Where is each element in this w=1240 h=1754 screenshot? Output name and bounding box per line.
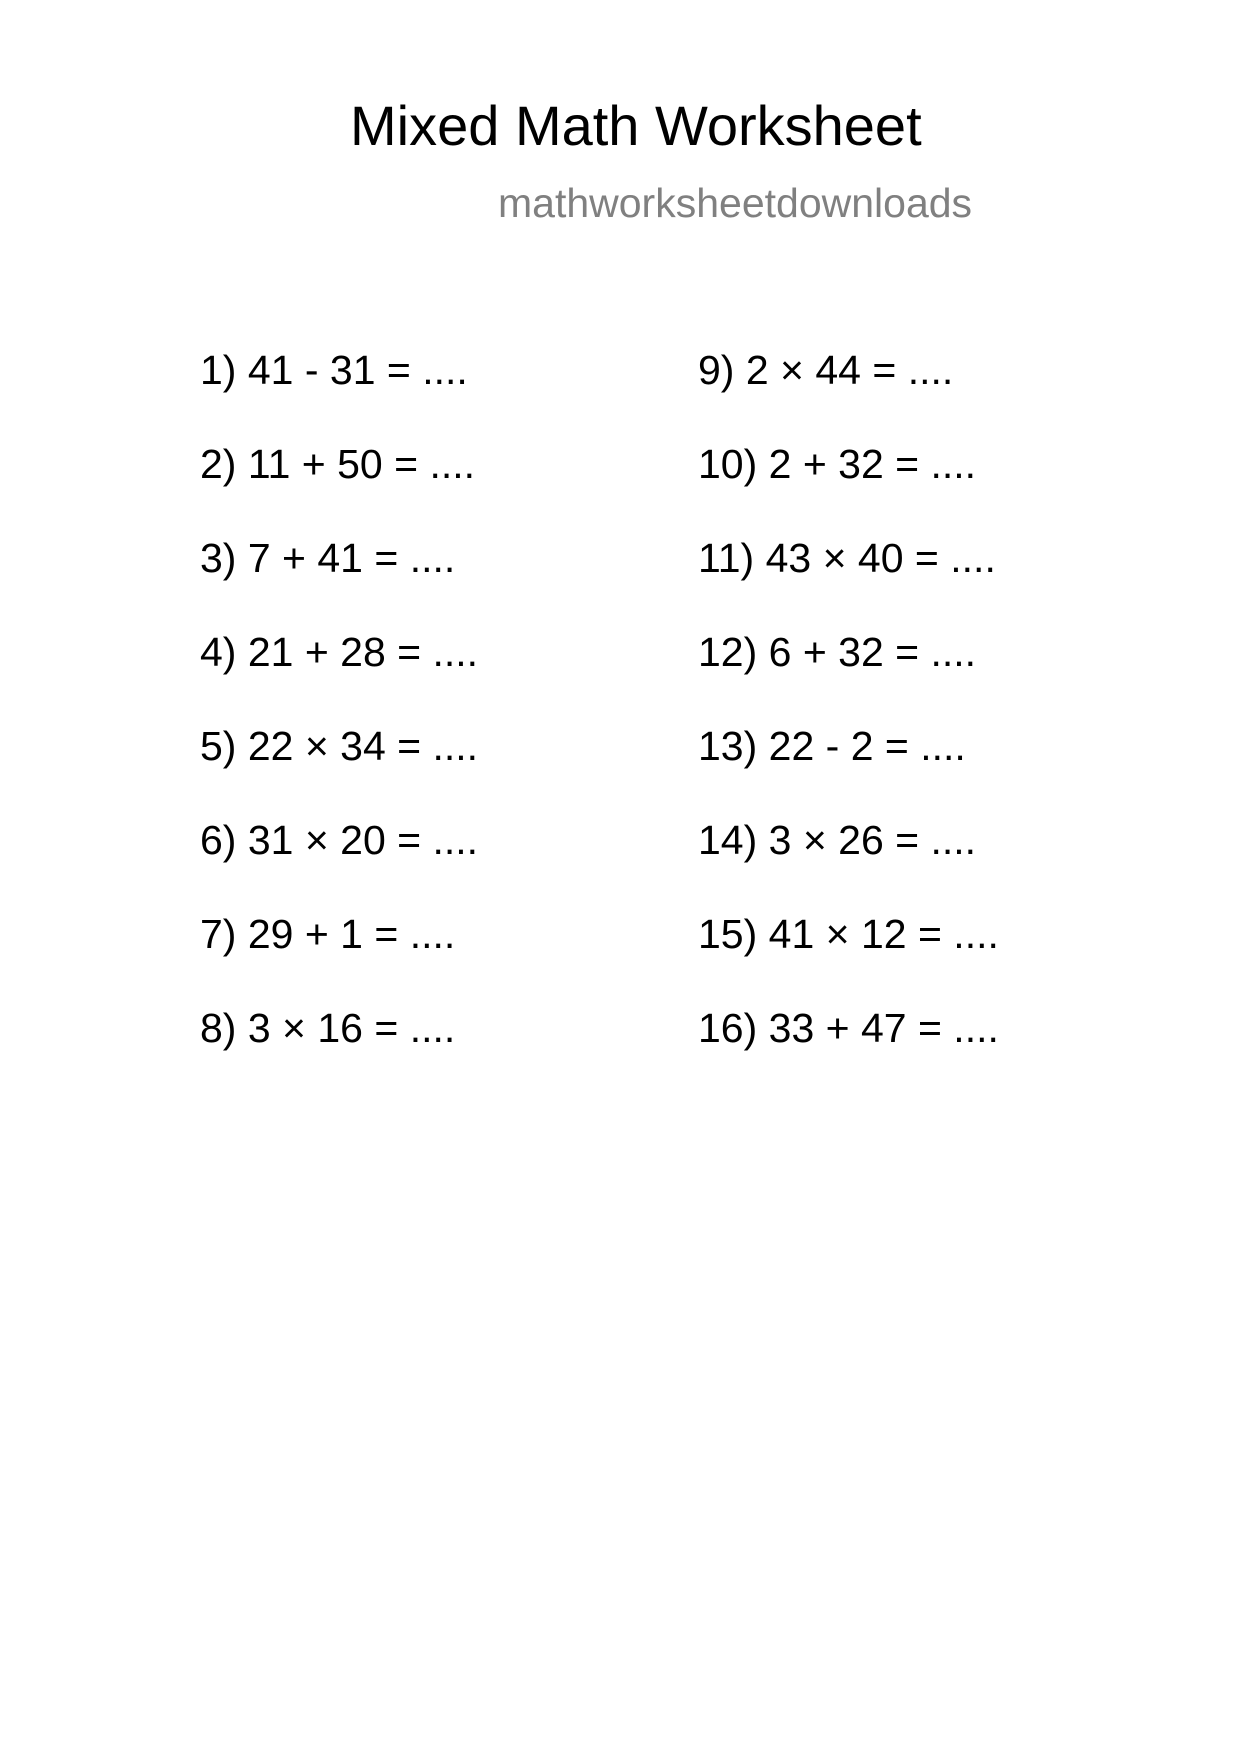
- problem-item: 3) 7 + 41 = ....: [200, 535, 456, 581]
- problem-item: 8) 3 × 16 = ....: [200, 1005, 456, 1051]
- problem-item: 9) 2 × 44 = ....: [698, 347, 954, 393]
- site-name: mathworksheetdownloads: [498, 180, 973, 226]
- problem-item: 10) 2 + 32 = ....: [698, 441, 977, 487]
- problem-item: 16) 33 + 47 = ....: [698, 1005, 999, 1051]
- problem-item: 11) 43 × 40 = ....: [698, 535, 996, 581]
- problem-item: 15) 41 × 12 = ....: [698, 911, 999, 957]
- problem-item: 4) 21 + 28 = ....: [200, 629, 479, 675]
- problem-item: 14) 3 × 26 = ....: [698, 817, 977, 863]
- problem-item: 2) 11 + 50 = ....: [200, 441, 476, 487]
- problem-item: 7) 29 + 1 = ....: [200, 911, 456, 957]
- problem-list-left: [200, 347, 479, 1102]
- problem-item: 12) 6 + 32 = ....: [698, 629, 977, 675]
- problem-item: 5) 22 × 34 = ....: [200, 723, 479, 769]
- problem-item: 6) 31 × 20 = ....: [200, 817, 479, 863]
- problem-list-right: [698, 347, 999, 1102]
- problem-item: 1) 41 - 31 = ....: [200, 347, 468, 393]
- page-title: Mixed Math Worksheet: [350, 94, 922, 157]
- problem-item: 13) 22 - 2 = ....: [698, 723, 966, 769]
